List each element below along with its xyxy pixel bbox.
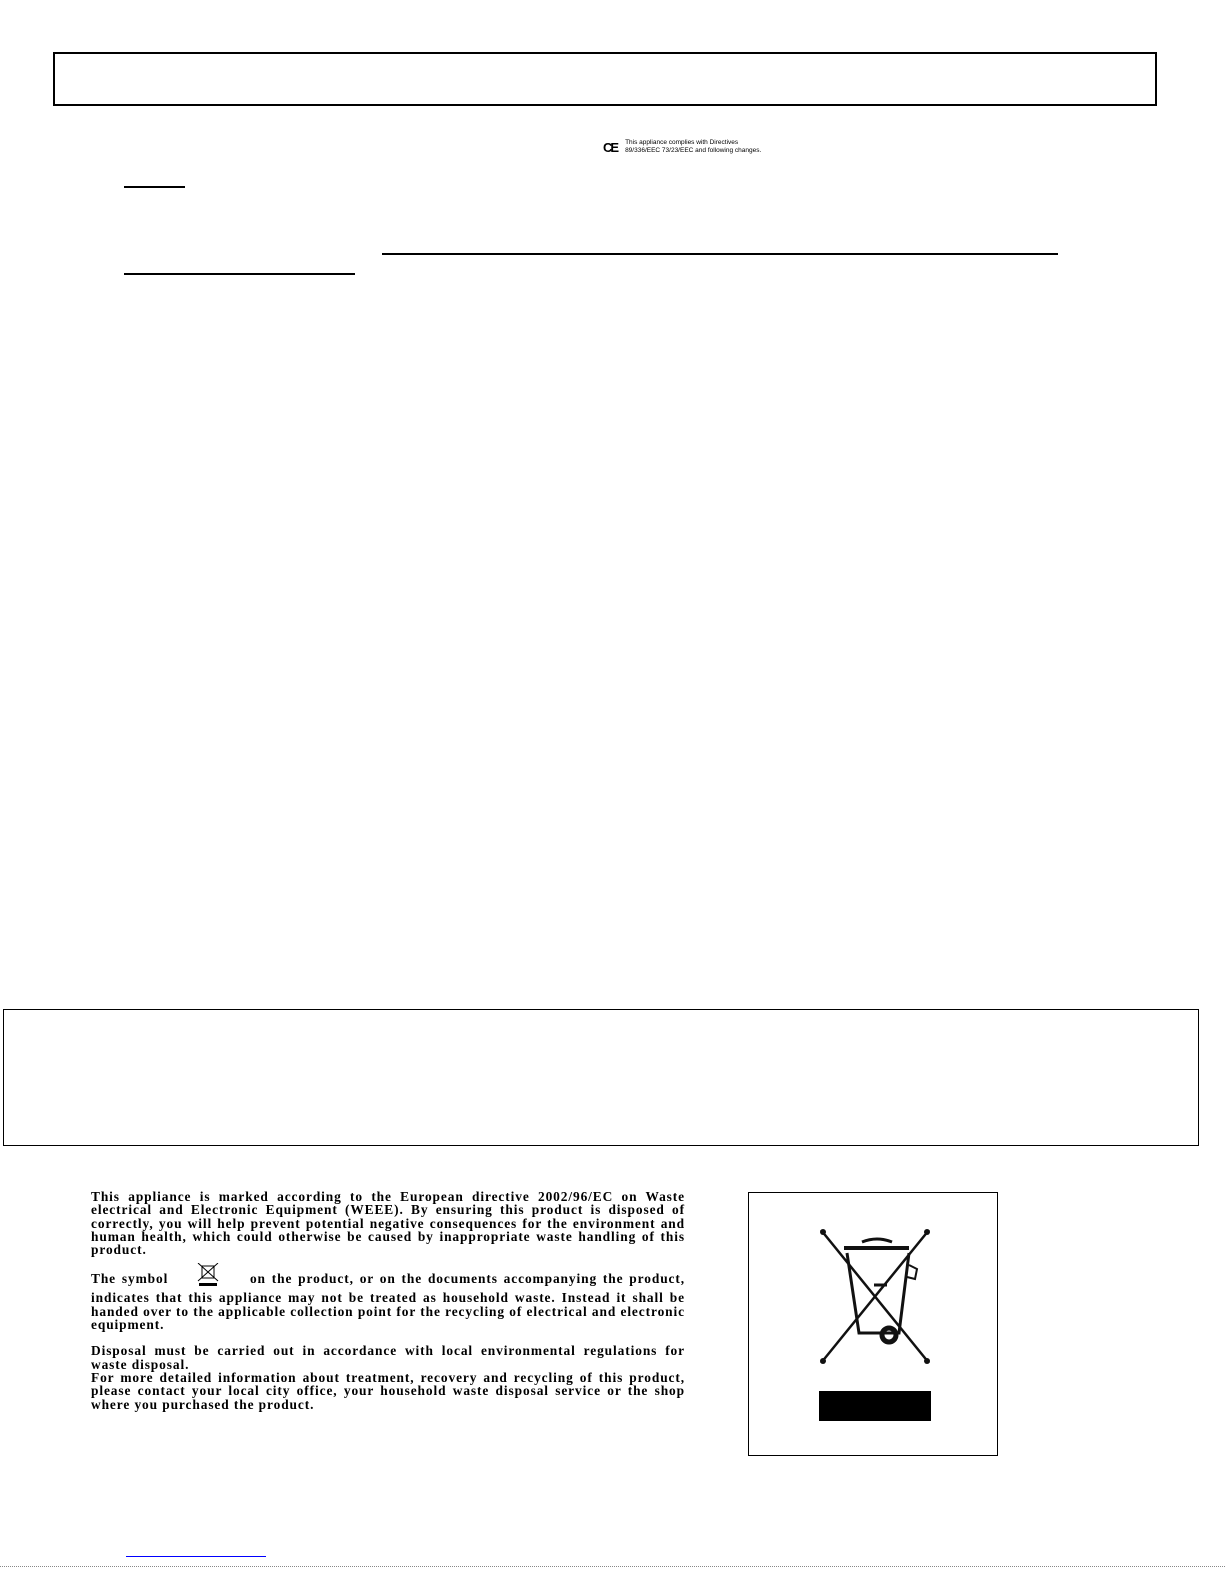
underline-2 [382, 253, 1058, 255]
weee-notice [91, 1190, 685, 1411]
top-heading-box [53, 52, 1157, 106]
ce-compliance-text [625, 139, 761, 155]
middle-notice-box [3, 1009, 1199, 1146]
weee-symbol-box [748, 1192, 998, 1456]
weee-paragraph-2 [91, 1269, 685, 1331]
ce-compliance-mark [603, 139, 761, 157]
ce-line-2: 89/336/EEC 73/23/EEC and following changes. [625, 147, 762, 154]
weee-symbol-text-before: The symbol [91, 1271, 169, 1287]
weee-paragraph-4: For more detailed information about treatment, recovery and recycling of this product, please contact your local city office, your household waste disposal service or the shop where you purchased the product. [91, 1369, 685, 1412]
underline-1 [124, 186, 185, 188]
bottom-link-underline [126, 1556, 266, 1557]
weee-symbol-text-after: on the product, or on the documents accompanying the product, indicates that this appliance may not be treated as household waste. Instead it shall be handed over to the applicable collection point for the recycling of electrical and electronic equipment. [91, 1271, 685, 1333]
weee-paragraph-1: This appliance is marked according to the European directive 2002/96/EC on Waste electrical and Electronic Equipment (WEEE). By ensuring this product is disposed of correctly, you will help prevent potential negative consequences for the environment and human health, which could otherwise be caused by inappropriate waste handling of this product. [91, 1189, 685, 1258]
small-wheelie-bin-icon [174, 1269, 244, 1291]
crossed-out-wheelie-bin-icon [749, 1193, 996, 1454]
ce-logo-icon: CE [603, 140, 618, 155]
page-bottom-divider [0, 1566, 1225, 1567]
underline-3 [124, 273, 355, 275]
ce-line-1: This appliance complies with Directives [625, 139, 739, 146]
weee-paragraph-3: Disposal must be carried out in accordance with local environmental regulations for waste disposal. [91, 1343, 685, 1372]
